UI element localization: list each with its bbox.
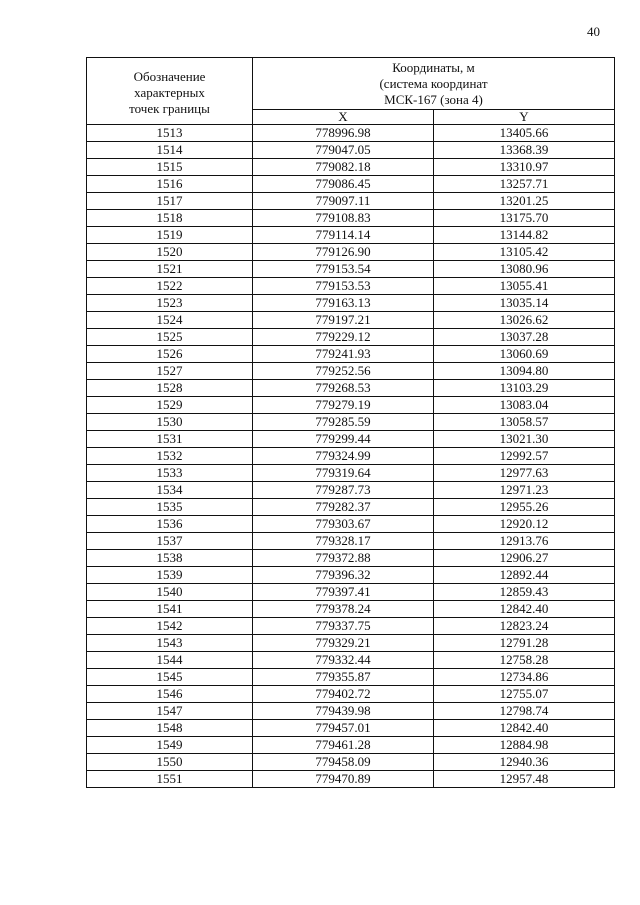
x-coordinate-cell: 779114.14 (253, 227, 434, 244)
point-id-cell: 1531 (87, 431, 253, 448)
point-id-cell: 1526 (87, 346, 253, 363)
x-coordinate-cell: 779153.54 (253, 261, 434, 278)
point-id-cell: 1529 (87, 397, 253, 414)
x-coordinate-cell: 779241.93 (253, 346, 434, 363)
table-row (87, 720, 615, 737)
table-row (87, 261, 615, 278)
y-coordinate-cell: 12906.27 (434, 550, 615, 567)
table-row (87, 601, 615, 618)
y-column-header: Y (434, 110, 615, 125)
coord-header-line-2: (система координат (379, 76, 488, 91)
y-coordinate-cell: 13037.28 (434, 329, 615, 346)
x-coordinate-cell: 779086.45 (253, 176, 434, 193)
point-id-cell: 1545 (87, 669, 253, 686)
y-coordinate-cell: 13201.25 (434, 193, 615, 210)
x-coordinate-cell: 779470.89 (253, 771, 434, 788)
y-coordinate-cell: 12977.63 (434, 465, 615, 482)
x-coordinate-cell: 779337.75 (253, 618, 434, 635)
y-coordinate-cell: 12758.28 (434, 652, 615, 669)
y-coordinate-cell: 13094.80 (434, 363, 615, 380)
table-row (87, 482, 615, 499)
x-coordinate-cell: 779329.21 (253, 635, 434, 652)
x-coordinate-cell: 779457.01 (253, 720, 434, 737)
point-header-line-3: точек границы (129, 101, 210, 116)
table-row (87, 278, 615, 295)
table-row (87, 431, 615, 448)
table-row (87, 499, 615, 516)
x-coordinate-cell: 779108.83 (253, 210, 434, 227)
y-coordinate-cell: 13035.14 (434, 295, 615, 312)
table-row (87, 159, 615, 176)
x-coordinate-cell: 779279.19 (253, 397, 434, 414)
table-row (87, 737, 615, 754)
y-coordinate-cell: 13055.41 (434, 278, 615, 295)
point-id-cell: 1540 (87, 584, 253, 601)
y-coordinate-cell: 12913.76 (434, 533, 615, 550)
y-coordinate-cell: 12791.28 (434, 635, 615, 652)
point-id-cell: 1516 (87, 176, 253, 193)
y-coordinate-cell: 12734.86 (434, 669, 615, 686)
point-id-cell: 1536 (87, 516, 253, 533)
y-coordinate-cell: 12992.57 (434, 448, 615, 465)
table-row (87, 142, 615, 159)
table-row (87, 550, 615, 567)
table-row (87, 754, 615, 771)
table-row (87, 686, 615, 703)
coordinates-header (253, 58, 615, 110)
table-body (87, 125, 615, 788)
point-id-cell: 1528 (87, 380, 253, 397)
table-row (87, 652, 615, 669)
y-coordinate-cell: 12798.74 (434, 703, 615, 720)
coord-header-line-1: Координаты, м (392, 60, 475, 75)
table-row (87, 584, 615, 601)
table-row (87, 635, 615, 652)
point-id-cell: 1519 (87, 227, 253, 244)
point-id-cell: 1548 (87, 720, 253, 737)
y-coordinate-cell: 13144.82 (434, 227, 615, 244)
x-coordinate-cell: 779439.98 (253, 703, 434, 720)
point-id-cell: 1534 (87, 482, 253, 499)
table-row (87, 329, 615, 346)
x-coordinate-cell: 778996.98 (253, 125, 434, 142)
table-row (87, 516, 615, 533)
point-id-cell: 1542 (87, 618, 253, 635)
point-id-cell: 1551 (87, 771, 253, 788)
table-row (87, 414, 615, 431)
table-row (87, 703, 615, 720)
table-row (87, 244, 615, 261)
point-id-cell: 1549 (87, 737, 253, 754)
x-coordinate-cell: 779303.67 (253, 516, 434, 533)
point-id-cell: 1520 (87, 244, 253, 261)
x-coordinate-cell: 779163.13 (253, 295, 434, 312)
x-coordinate-cell: 779397.41 (253, 584, 434, 601)
y-coordinate-cell: 13405.66 (434, 125, 615, 142)
point-id-cell: 1538 (87, 550, 253, 567)
point-id-cell: 1541 (87, 601, 253, 618)
x-coordinate-cell: 779153.53 (253, 278, 434, 295)
x-coordinate-cell: 779082.18 (253, 159, 434, 176)
table-row (87, 346, 615, 363)
y-coordinate-cell: 13058.57 (434, 414, 615, 431)
point-id-cell: 1514 (87, 142, 253, 159)
table-header (87, 58, 615, 125)
y-coordinate-cell: 12823.24 (434, 618, 615, 635)
x-coordinate-cell: 779097.11 (253, 193, 434, 210)
x-coordinate-cell: 779282.37 (253, 499, 434, 516)
x-coordinate-cell: 779328.17 (253, 533, 434, 550)
table-row (87, 448, 615, 465)
table-row (87, 533, 615, 550)
y-coordinate-cell: 13257.71 (434, 176, 615, 193)
point-id-cell: 1546 (87, 686, 253, 703)
y-coordinate-cell: 13310.97 (434, 159, 615, 176)
y-coordinate-cell: 12955.26 (434, 499, 615, 516)
point-id-cell: 1535 (87, 499, 253, 516)
point-id-cell: 1543 (87, 635, 253, 652)
x-column-header: X (253, 110, 434, 125)
x-coordinate-cell: 779355.87 (253, 669, 434, 686)
point-id-cell: 1547 (87, 703, 253, 720)
x-coordinate-cell: 779047.05 (253, 142, 434, 159)
point-id-cell: 1525 (87, 329, 253, 346)
table-row (87, 618, 615, 635)
y-coordinate-cell: 13368.39 (434, 142, 615, 159)
table-row (87, 363, 615, 380)
y-coordinate-cell: 12755.07 (434, 686, 615, 703)
x-coordinate-cell: 779285.59 (253, 414, 434, 431)
x-coordinate-cell: 779229.12 (253, 329, 434, 346)
point-id-cell: 1515 (87, 159, 253, 176)
x-coordinate-cell: 779396.32 (253, 567, 434, 584)
point-id-cell: 1532 (87, 448, 253, 465)
y-coordinate-cell: 12842.40 (434, 601, 615, 618)
point-id-cell: 1523 (87, 295, 253, 312)
x-coordinate-cell: 779458.09 (253, 754, 434, 771)
coord-header-line-3: МСК-167 (зона 4) (384, 92, 483, 107)
point-id-cell: 1517 (87, 193, 253, 210)
point-header-line-2: характерных (134, 85, 205, 100)
y-coordinate-cell: 13083.04 (434, 397, 615, 414)
table-row (87, 465, 615, 482)
point-header-line-1: Обозначение (133, 69, 206, 84)
point-id-cell: 1527 (87, 363, 253, 380)
point-id-cell: 1544 (87, 652, 253, 669)
table-row (87, 125, 615, 142)
y-coordinate-cell: 13103.29 (434, 380, 615, 397)
table-row (87, 380, 615, 397)
x-coordinate-cell: 779197.21 (253, 312, 434, 329)
y-coordinate-cell: 12859.43 (434, 584, 615, 601)
point-id-cell: 1539 (87, 567, 253, 584)
coordinates-table (86, 57, 615, 788)
table-row (87, 771, 615, 788)
y-coordinate-cell: 13026.62 (434, 312, 615, 329)
point-id-cell: 1522 (87, 278, 253, 295)
point-designation-header (87, 58, 253, 125)
y-coordinate-cell: 12920.12 (434, 516, 615, 533)
y-coordinate-cell: 12884.98 (434, 737, 615, 754)
table-row (87, 193, 615, 210)
x-coordinate-cell: 779372.88 (253, 550, 434, 567)
table-row (87, 176, 615, 193)
point-id-cell: 1533 (87, 465, 253, 482)
y-coordinate-cell: 12971.23 (434, 482, 615, 499)
x-coordinate-cell: 779378.24 (253, 601, 434, 618)
x-coordinate-cell: 779324.99 (253, 448, 434, 465)
point-id-cell: 1530 (87, 414, 253, 431)
x-coordinate-cell: 779402.72 (253, 686, 434, 703)
table-row (87, 227, 615, 244)
table-row (87, 210, 615, 227)
table-row (87, 567, 615, 584)
point-id-cell: 1537 (87, 533, 253, 550)
table-row (87, 295, 615, 312)
point-id-cell: 1521 (87, 261, 253, 278)
x-coordinate-cell: 779299.44 (253, 431, 434, 448)
point-id-cell: 1550 (87, 754, 253, 771)
y-coordinate-cell: 13105.42 (434, 244, 615, 261)
table-row (87, 312, 615, 329)
x-coordinate-cell: 779268.53 (253, 380, 434, 397)
y-coordinate-cell: 12842.40 (434, 720, 615, 737)
page-number: 40 (587, 24, 600, 39)
y-coordinate-cell: 12957.48 (434, 771, 615, 788)
x-coordinate-cell: 779461.28 (253, 737, 434, 754)
y-coordinate-cell: 13175.70 (434, 210, 615, 227)
x-coordinate-cell: 779332.44 (253, 652, 434, 669)
x-coordinate-cell: 779126.90 (253, 244, 434, 261)
point-id-cell: 1524 (87, 312, 253, 329)
x-coordinate-cell: 779252.56 (253, 363, 434, 380)
y-coordinate-cell: 13021.30 (434, 431, 615, 448)
x-coordinate-cell: 779287.73 (253, 482, 434, 499)
y-coordinate-cell: 13080.96 (434, 261, 615, 278)
x-coordinate-cell: 779319.64 (253, 465, 434, 482)
point-id-cell: 1513 (87, 125, 253, 142)
table-row (87, 669, 615, 686)
y-coordinate-cell: 12892.44 (434, 567, 615, 584)
table-row (87, 397, 615, 414)
y-coordinate-cell: 12940.36 (434, 754, 615, 771)
y-coordinate-cell: 13060.69 (434, 346, 615, 363)
point-id-cell: 1518 (87, 210, 253, 227)
